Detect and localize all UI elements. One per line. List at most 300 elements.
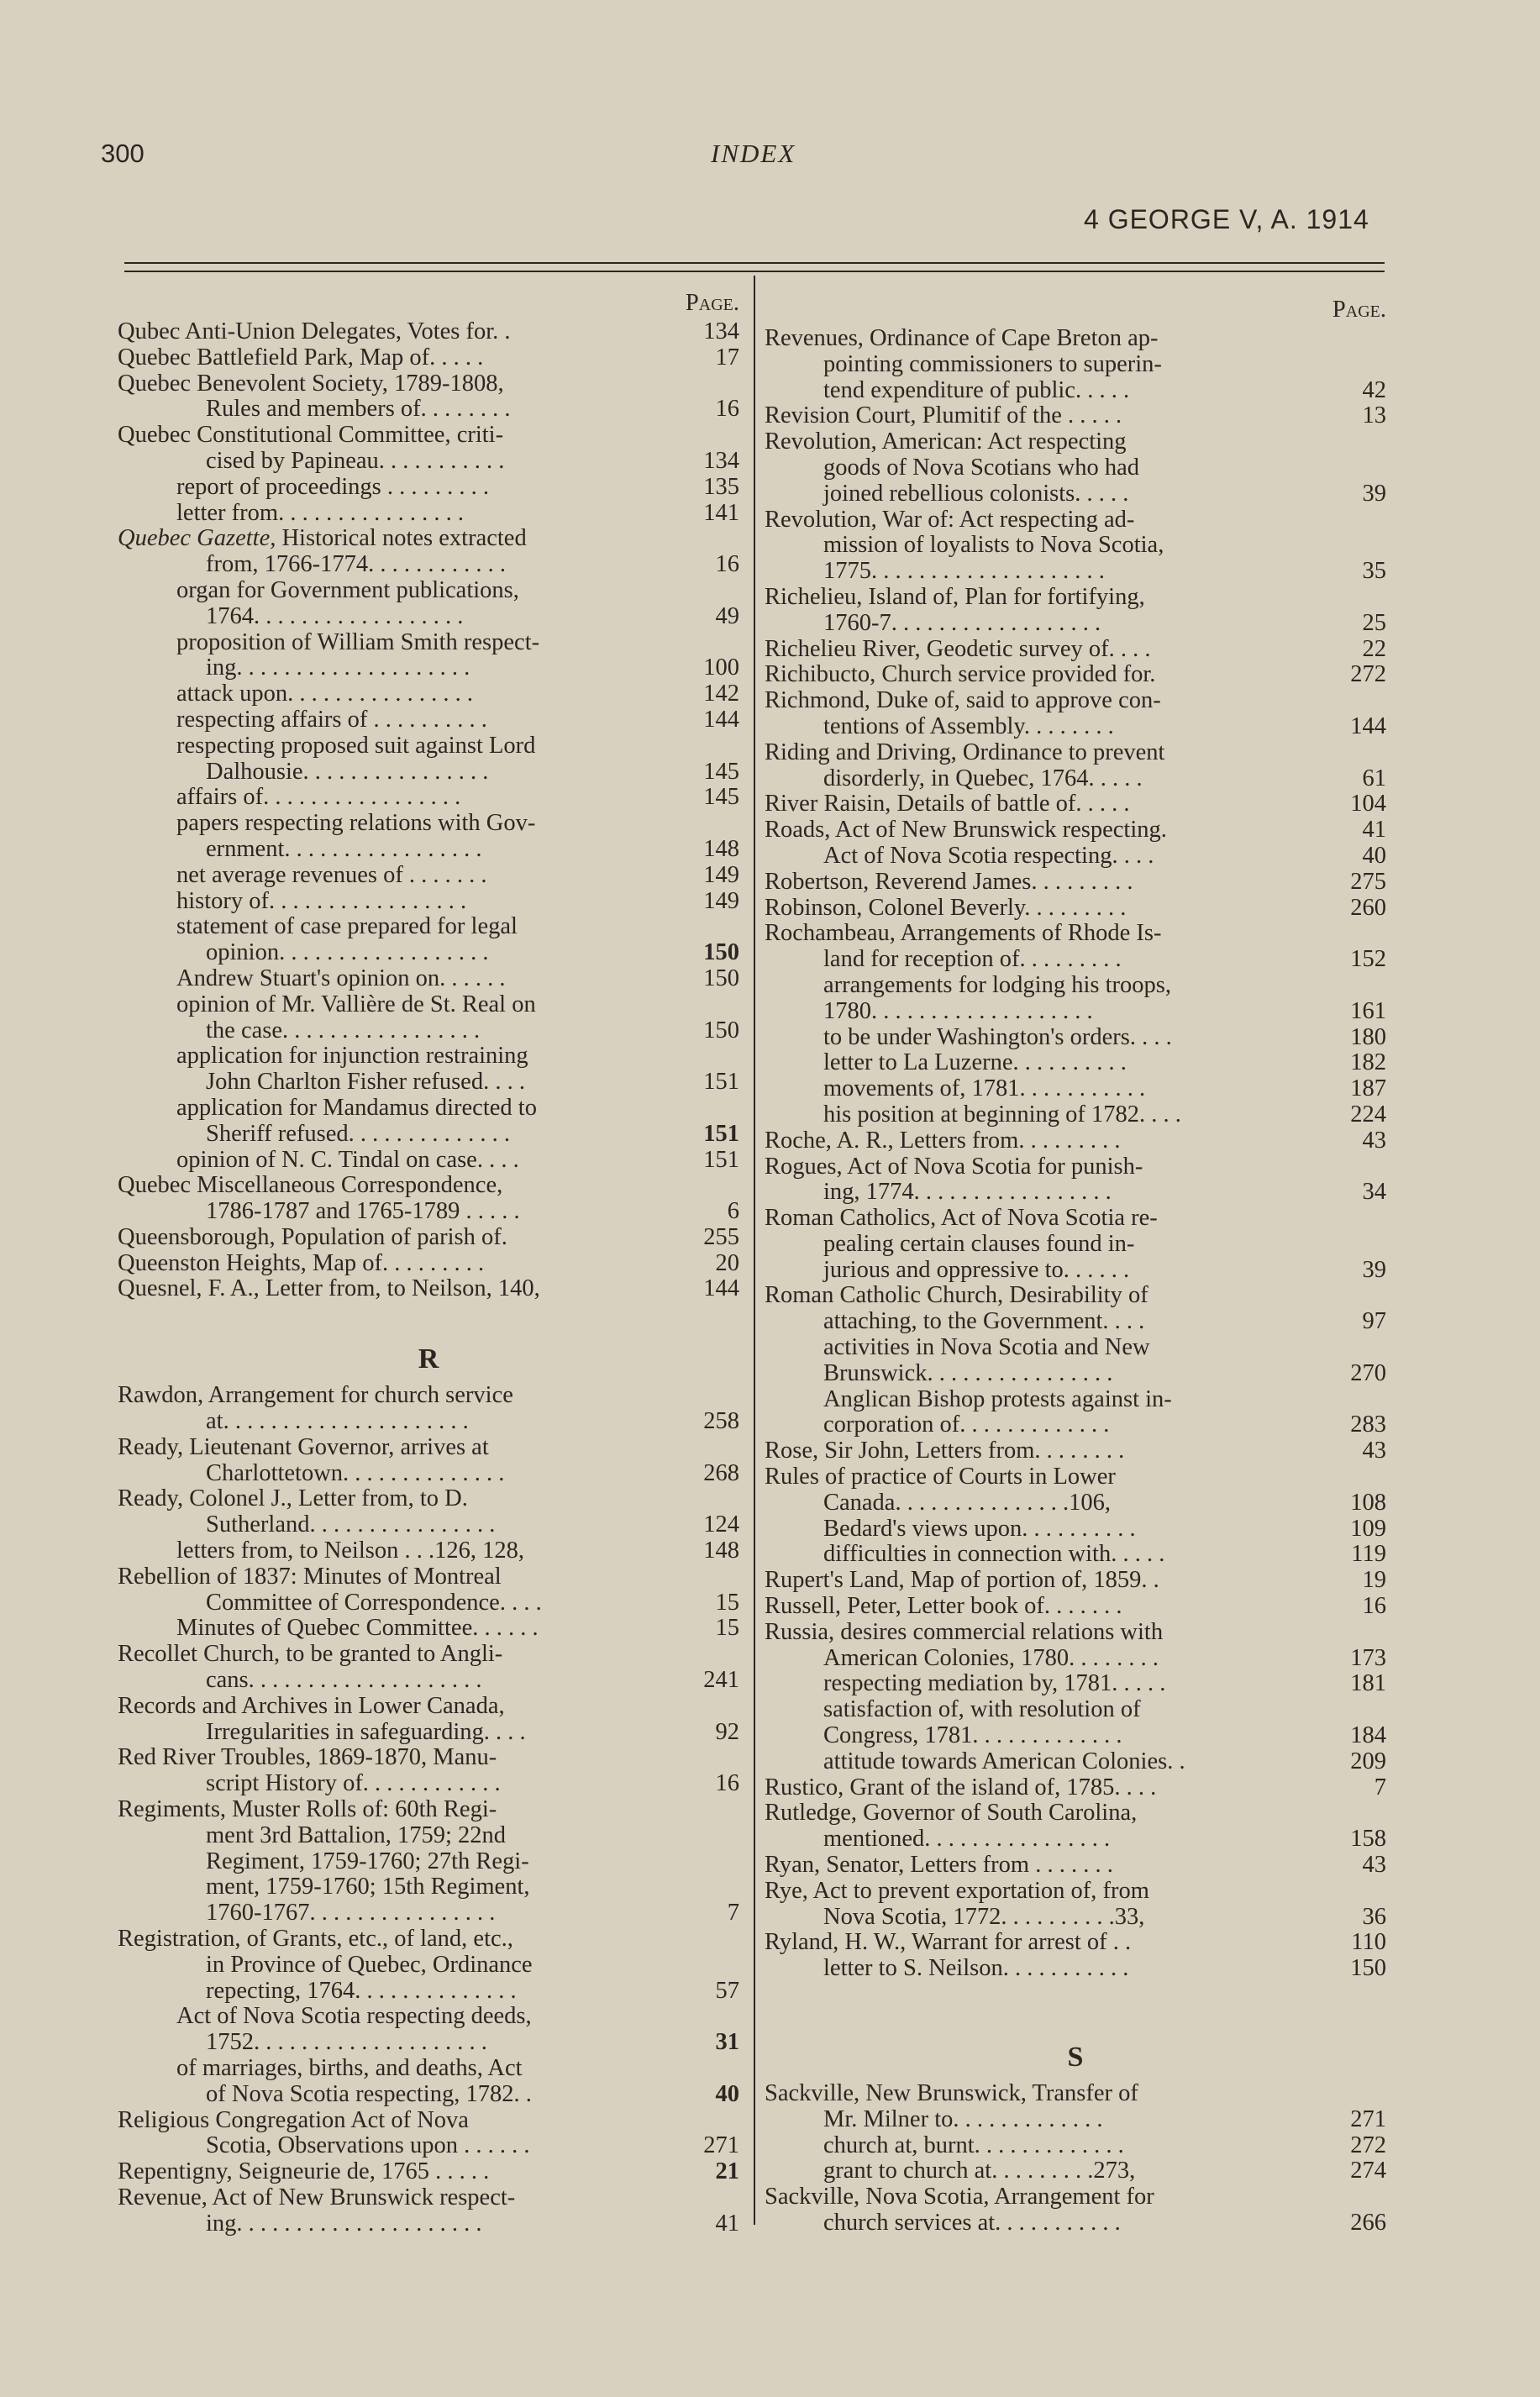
index-entry <box>118 707 739 733</box>
entry-text: application for Mandamus directed to <box>176 1094 537 1121</box>
entry-page-number: 224 <box>1350 1101 1386 1128</box>
index-entry <box>765 2107 1386 2133</box>
entry-page-number: 150 <box>703 965 739 991</box>
entry-text: Regiments, Muster Rolls of: 60th Regi- <box>118 1796 497 1823</box>
index-entry <box>765 2133 1386 2159</box>
entry-text: Quebec Battlefield Park, Map of. . . . . <box>118 344 484 371</box>
entry-page-number: 141 <box>703 499 739 526</box>
entry-text: Repentigny, Seigneurie de, 1765 . . . . . <box>118 2158 490 2185</box>
index-entry <box>765 1542 1386 1568</box>
entry-text: respecting mediation by, 1781. . . . . <box>823 1670 1166 1697</box>
entry-page-number: 258 <box>703 1408 739 1435</box>
entry-text: Sheriff refused. . . . . . . . . . . . . . <box>206 1120 510 1147</box>
entry-page-number: 104 <box>1350 791 1386 817</box>
entry-text: Richibucto, Church service provided for. <box>765 661 1156 688</box>
entry-text: ernment. . . . . . . . . . . . . . . . . <box>206 835 482 862</box>
entry-text: Richelieu River, Geodetic survey of. . . . <box>765 635 1151 662</box>
index-entry <box>118 371 739 397</box>
entry-page-number: 13 <box>1362 402 1386 429</box>
entry-text: Revolution, American: Act respecting <box>765 428 1127 455</box>
index-entry <box>765 1517 1386 1543</box>
index-entry <box>118 501 739 527</box>
entry-text: 1752. . . . . . . . . . . . . . . . . . . . <box>206 2029 487 2056</box>
index-entry <box>118 2082 739 2108</box>
entry-page-number: 161 <box>1350 997 1386 1024</box>
entry-text: Recollet Church, to be granted to Angli- <box>118 1641 503 1668</box>
index-entry <box>765 973 1386 999</box>
entry-text: Act of Nova Scotia respecting deeds, <box>176 2003 532 2030</box>
entry-page-number: 145 <box>703 784 739 811</box>
index-entry <box>765 455 1386 481</box>
entry-page-number: 270 <box>1350 1359 1386 1386</box>
entry-text: difficulties in connection with. . . . . <box>823 1541 1165 1568</box>
index-entry <box>118 1435 739 1461</box>
entry-page-number: 109 <box>1350 1515 1386 1542</box>
entry-page-number: 34 <box>1362 1179 1386 1206</box>
page-number: 300 <box>101 139 145 168</box>
index-entry <box>765 326 1386 352</box>
index-entry <box>765 1335 1386 1361</box>
entry-page-number: 151 <box>703 1146 739 1173</box>
index-entry <box>765 817 1386 844</box>
index-entry <box>765 1206 1386 1232</box>
entry-text: Andrew Stuart's opinion on. . . . . . <box>176 965 506 991</box>
index-entry <box>765 766 1386 792</box>
entry-text: respecting proposed suit against Lord <box>176 732 536 759</box>
index-entry <box>118 423 739 449</box>
index-entry <box>118 966 739 992</box>
entry-text: church at, burnt. . . . . . . . . . . . . <box>823 2132 1124 2158</box>
entry-page-number: 260 <box>1350 894 1386 921</box>
entry-text: Ready, Lieutenant Governor, arrives at <box>118 1433 489 1460</box>
entry-italic-title: Quebec Gazette, <box>118 525 276 552</box>
entry-text: organ for Government publications, <box>176 576 519 603</box>
entry-text: ing. . . . . . . . . . . . . . . . . . . . . <box>206 2210 482 2237</box>
entry-text: disorderly, in Quebec, 1764. . . . . <box>823 765 1143 791</box>
index-entry <box>765 1594 1386 1620</box>
entry-text: Rustico, Grant of the island of, 1785. . . . <box>765 1774 1157 1800</box>
entry-page-number: 97 <box>1362 1308 1386 1335</box>
entry-page-number: 151 <box>703 1120 739 1147</box>
header-rule-top <box>124 262 1385 264</box>
entry-text: of Nova Scotia respecting, 1782. . <box>206 2080 532 2107</box>
entry-page-number: 6 <box>727 1198 739 1225</box>
entry-page-number: 151 <box>703 1069 739 1096</box>
entry-page-number: 182 <box>1350 1049 1386 1076</box>
index-entry <box>118 2159 739 2185</box>
entry-page-number: 22 <box>1362 635 1386 662</box>
section-letter: S <box>1067 2042 1084 2073</box>
entry-text: Congress, 1781. . . . . . . . . . . . . <box>823 1722 1122 1749</box>
entry-page-number: 16 <box>715 396 739 423</box>
index-entry <box>765 1128 1386 1154</box>
entry-text: Quebec Miscellaneous Correspondence, <box>118 1172 503 1199</box>
index-entry <box>765 1025 1386 1051</box>
index-entry <box>118 1383 739 1409</box>
entry-text: Quebec Benevolent Society, 1789-1808, <box>118 370 504 397</box>
page-column-heading: Page. <box>1332 297 1386 323</box>
index-entry <box>118 1199 739 1225</box>
index-entry <box>118 397 739 423</box>
index-entry <box>765 1180 1386 1206</box>
entry-page-number: 21 <box>715 2158 739 2185</box>
entry-text: to be under Washington's orders. . . . <box>823 1023 1172 1050</box>
entry-page-number: 16 <box>715 1770 739 1797</box>
index-entry <box>118 1694 739 1720</box>
entry-text: net average revenues of . . . . . . . <box>176 861 487 888</box>
entry-page-number: 274 <box>1350 2158 1386 2184</box>
entry-text: Records and Archives in Lower Canada, <box>118 1692 505 1719</box>
entry-text: mentioned. . . . . . . . . . . . . . . . <box>823 1826 1111 1853</box>
entry-text: land for reception of. . . . . . . . . <box>823 946 1122 973</box>
index-entry <box>765 662 1386 688</box>
entry-text: Quesnel, F. A., Letter from, to Neilson, 140, <box>118 1275 540 1302</box>
index-entry <box>765 2184 1386 2210</box>
entry-page-number: 35 <box>1362 558 1386 585</box>
column-divider <box>754 276 755 2225</box>
entry-text: Mr. Milner to. . . . . . . . . . . . . <box>823 2105 1103 2132</box>
index-entry <box>118 1070 739 1096</box>
entry-page-number: 43 <box>1362 1438 1386 1464</box>
entry-text: John Charlton Fisher refused. . . . <box>206 1069 525 1096</box>
entry-text: Anglican Bishop protests against in- <box>823 1385 1172 1412</box>
index-entry <box>765 637 1386 663</box>
entry-page-number: 272 <box>1350 2132 1386 2158</box>
index-entry <box>765 1568 1386 1594</box>
index-entry <box>765 1154 1386 1180</box>
entry-text: letter from. . . . . . . . . . . . . . . . <box>176 499 464 526</box>
entry-text: Act of Nova Scotia respecting. . . . <box>823 842 1154 869</box>
index-entry <box>118 630 739 656</box>
index-entry <box>118 760 739 786</box>
entry-text: cans. . . . . . . . . . . . . . . . . . . . <box>206 1667 482 1694</box>
entry-text: mission of loyalists to Nova Scotia, <box>823 532 1164 559</box>
entry-text: Ryland, H. W., Warrant for arrest of . . <box>765 1929 1132 1956</box>
entry-page-number: 144 <box>703 1275 739 1302</box>
index-entry <box>765 1749 1386 1775</box>
index-entry <box>765 585 1386 611</box>
entry-text: Queenston Heights, Map of. . . . . . . . . <box>118 1249 485 1276</box>
entry-page-number: 149 <box>703 887 739 914</box>
entry-page-number: 39 <box>1362 1256 1386 1283</box>
entry-text: opinion of N. C. Tindal on case. . . . <box>176 1146 519 1173</box>
index-entry <box>765 481 1386 507</box>
entry-text: Revenues, Ordinance of Cape Breton ap- <box>765 325 1159 351</box>
index-entry <box>765 507 1386 534</box>
index-entry <box>765 1827 1386 1853</box>
index-entry <box>765 1646 1386 1672</box>
index-entry <box>765 352 1386 378</box>
entry-text: pealing certain clauses found in- <box>823 1230 1135 1257</box>
entry-text: Richmond, Duke of, said to approve con- <box>765 687 1161 714</box>
section-letter: R <box>418 1343 439 1375</box>
entry-page-number: 181 <box>1350 1670 1386 1697</box>
index-entry <box>118 1122 739 1148</box>
entry-text: goods of Nova Scotians who had <box>823 454 1139 481</box>
index-entry <box>118 1874 739 1900</box>
entry-page-number: 40 <box>1362 842 1386 869</box>
index-entry <box>765 403 1386 429</box>
entry-page-number: 158 <box>1350 1826 1386 1853</box>
entry-text: pointing commissioners to superin- <box>823 350 1162 377</box>
entry-page-number: 152 <box>1350 946 1386 973</box>
index-entry <box>765 1464 1386 1490</box>
entry-page-number: 108 <box>1350 1489 1386 1516</box>
entry-page-number: 17 <box>715 344 739 371</box>
entry-page-number: 92 <box>715 1718 739 1745</box>
entry-page-number: 144 <box>1350 712 1386 739</box>
entry-page-number: 43 <box>1362 1127 1386 1154</box>
index-entry <box>118 2211 739 2237</box>
index-entry <box>765 1956 1386 1982</box>
entry-text: Rawdon, Arrangement for church service <box>118 1382 513 1409</box>
entry-page-number: 40 <box>715 2080 739 2107</box>
index-entry <box>118 1616 739 1642</box>
entry-text: Red River Troubles, 1869-1870, Manu- <box>118 1744 497 1771</box>
entry-page-number: 15 <box>715 1589 739 1616</box>
index-entry <box>118 1173 739 1199</box>
index-entry <box>118 475 739 501</box>
index-entry <box>765 2210 1386 2237</box>
entry-text: ment 3rd Battalion, 1759; 22nd <box>206 1821 507 1848</box>
entry-page-number: 43 <box>1362 1852 1386 1879</box>
entry-text: 1780. . . . . . . . . . . . . . . . . . . <box>823 997 1093 1024</box>
entry-page-number: 173 <box>1350 1644 1386 1671</box>
entry-text: ment, 1759-1760; 15th Regiment, <box>206 1874 530 1900</box>
index-entry <box>118 1409 739 1435</box>
entry-text: at. . . . . . . . . . . . . . . . . . . . . <box>206 1408 469 1435</box>
index-entry <box>118 1771 739 1797</box>
entry-text: repecting, 1764. . . . . . . . . . . . . . <box>206 1977 517 2004</box>
index-entry <box>118 1512 739 1538</box>
entry-text: Quebec Gazette, Historical notes extracted <box>118 525 527 552</box>
index-entry <box>118 1251 739 1277</box>
index-entry <box>118 1276 739 1302</box>
index-entry <box>118 345 739 371</box>
index-entry <box>118 1823 739 1849</box>
entry-text: 1760-1767. . . . . . . . . . . . . . . . <box>206 1900 496 1927</box>
right-index-column <box>765 294 1386 2237</box>
index-entry <box>118 2056 739 2082</box>
entry-text: satisfaction of, with resolution of <box>823 1696 1141 1723</box>
index-entry <box>765 1232 1386 1258</box>
entry-text: papers respecting relations with Gov- <box>176 810 536 837</box>
entry-text: Dalhousie. . . . . . . . . . . . . . . . <box>206 758 489 785</box>
entry-page-number: 271 <box>1350 2105 1386 2132</box>
entry-page-number: 42 <box>1362 376 1386 403</box>
entry-text: jurious and oppressive to. . . . . . <box>823 1256 1130 1283</box>
entry-page-number: 145 <box>703 758 739 785</box>
entry-page-number: 41 <box>1362 817 1386 844</box>
index-entry <box>765 1775 1386 1801</box>
entry-page-number: 209 <box>1350 1748 1386 1774</box>
entry-page-number: 20 <box>715 1249 739 1276</box>
index-entry <box>765 791 1386 817</box>
entry-page-number: 134 <box>703 318 739 344</box>
entry-text: American Colonies, 1780. . . . . . . . <box>823 1644 1159 1671</box>
entry-text: Sutherland. . . . . . . . . . . . . . . . <box>206 1511 496 1538</box>
index-entry <box>765 844 1386 870</box>
entry-text: Brunswick. . . . . . . . . . . . . . . . <box>823 1359 1113 1386</box>
entry-text: Registration, of Grants, etc., of land, etc., <box>118 1926 513 1953</box>
entry-text: Committee of Correspondence. . . . <box>206 1589 542 1616</box>
entry-text: letter to La Luzerne. . . . . . . . . . <box>823 1049 1127 1076</box>
index-entry <box>118 914 739 940</box>
entry-text: Canada. . . . . . . . . . . . . . .106, <box>823 1489 1111 1516</box>
entry-text: movements of, 1781. . . . . . . . . . . <box>823 1075 1146 1102</box>
entry-text: Sackville, Nova Scotia, Arrangement for <box>765 2184 1154 2210</box>
index-entry <box>118 1927 739 1953</box>
entry-text: Ready, Colonel J., Letter from, to D. <box>118 1485 468 1512</box>
header-rule-bottom <box>124 271 1385 272</box>
entry-page-number: 19 <box>1362 1567 1386 1594</box>
entry-page-number: 124 <box>703 1511 739 1538</box>
session-label: 4 GEORGE V, A. 1914 <box>1084 204 1369 234</box>
index-entry <box>765 714 1386 740</box>
entry-text: Rutledge, Governor of South Carolina, <box>765 1800 1138 1827</box>
entry-page-number: 134 <box>703 447 739 474</box>
entry-page-number: 7 <box>727 1900 739 1927</box>
entry-page-number: 57 <box>715 1977 739 2004</box>
index-entry <box>118 733 739 760</box>
entry-text: statement of case prepared for legal <box>176 913 518 940</box>
index-entry <box>118 1564 739 1590</box>
entry-text: history of. . . . . . . . . . . . . . . . . <box>176 887 467 914</box>
index-entry <box>118 2004 739 2030</box>
entry-text: Revision Court, Plumitif of the . . . . . <box>765 402 1122 429</box>
index-entry <box>765 2158 1386 2184</box>
entry-text: Robinson, Colonel Beverly. . . . . . . . . <box>765 894 1127 921</box>
index-entry <box>118 1538 739 1564</box>
entry-text: Roman Catholics, Act of Nova Scotia re- <box>765 1205 1158 1232</box>
entry-text: Rochambeau, Arrangements of Rhode Is- <box>765 920 1162 947</box>
index-entry <box>118 552 739 578</box>
index-entry <box>118 1668 739 1694</box>
entry-text: Rules and members of. . . . . . . . <box>206 396 511 423</box>
index-entry <box>118 1720 739 1746</box>
entry-text: attack upon. . . . . . . . . . . . . . . . <box>176 681 474 707</box>
index-entry <box>765 1671 1386 1697</box>
index-entry <box>118 1096 739 1122</box>
entry-text: Quebec Constitutional Committee, criti- <box>118 422 504 449</box>
index-entry <box>765 559 1386 585</box>
entry-text: 1764. . . . . . . . . . . . . . . . . . <box>206 602 464 629</box>
entry-page-number: 61 <box>1362 765 1386 791</box>
index-entry <box>118 1461 739 1487</box>
entry-text: attaching, to the Government. . . . <box>823 1308 1145 1335</box>
entry-text: Qubec Anti-Union Delegates, Votes for. . <box>118 318 511 344</box>
index-entry <box>118 1849 739 1875</box>
entry-text: his position at beginning of 1782. . . . <box>823 1101 1181 1128</box>
entry-text: tentions of Assembly. . . . . . . . <box>823 712 1114 739</box>
index-entry <box>118 1642 739 1668</box>
index-entry <box>765 378 1386 404</box>
entry-text: Charlottetown. . . . . . . . . . . . . . <box>206 1459 505 1486</box>
entry-text: Nova Scotia, 1772. . . . . . . . . .33, <box>823 1903 1145 1930</box>
entry-text: Riding and Driving, Ordinance to prevent <box>765 739 1165 765</box>
index-entry <box>118 1148 739 1174</box>
entry-text: letter to S. Neilson. . . . . . . . . . . <box>823 1955 1129 1982</box>
entry-text: grant to church at. . . . . . . . .273, <box>823 2158 1136 2184</box>
entry-page-number: 16 <box>1362 1593 1386 1620</box>
entry-text: Irregularities in safeguarding. . . . <box>206 1718 526 1745</box>
entry-page-number: 275 <box>1350 868 1386 895</box>
entry-text: cised by Papineau. . . . . . . . . . . <box>206 447 505 474</box>
entry-text: 1775. . . . . . . . . . . . . . . . . . . . <box>823 558 1105 585</box>
entry-page-number: 266 <box>1350 2209 1386 2236</box>
entry-text: 1760-7. . . . . . . . . . . . . . . . . . <box>823 609 1101 636</box>
index-entry <box>118 578 739 604</box>
entry-text: tend expenditure of public. . . . . <box>823 376 1130 403</box>
entry-text: arrangements for lodging his troops, <box>823 971 1171 998</box>
entry-page-number: 184 <box>1350 1722 1386 1749</box>
index-entry <box>765 1412 1386 1438</box>
entry-text: the case. . . . . . . . . . . . . . . . . <box>206 1017 481 1043</box>
index-entry <box>765 999 1386 1025</box>
entry-text: letters from, to Neilson . . .126, 128, <box>176 1538 524 1564</box>
entry-page-number: 16 <box>715 551 739 578</box>
index-entry <box>118 2133 739 2159</box>
entry-page-number: 25 <box>1362 609 1386 636</box>
entry-text: 1786-1787 and 1765-1789 . . . . . <box>206 1198 520 1225</box>
entry-page-number: 148 <box>703 835 739 862</box>
index-entry <box>118 2108 739 2134</box>
entry-page-number: 142 <box>703 681 739 707</box>
index-entry <box>765 1050 1386 1076</box>
entry-page-number: 150 <box>1350 1955 1386 1982</box>
entry-page-number: 241 <box>703 1667 739 1694</box>
index-entry <box>118 863 739 889</box>
entry-page-number: 49 <box>715 602 739 629</box>
entry-text: Queensborough, Population of parish of. <box>118 1223 507 1250</box>
index-entry <box>765 1905 1386 1931</box>
left-index-column <box>118 287 739 2237</box>
index-entry <box>765 870 1386 896</box>
entry-text: Regiment, 1759-1760; 27th Regi- <box>206 1848 529 1874</box>
entry-text: attitude towards American Colonies. . <box>823 1748 1185 1774</box>
entry-text: corporation of. . . . . . . . . . . . . <box>823 1411 1110 1438</box>
entry-page-number: 110 <box>1351 1929 1386 1956</box>
entry-text: proposition of William Smith respect- <box>176 628 540 655</box>
index-entry <box>765 1309 1386 1335</box>
index-entry <box>765 1879 1386 1905</box>
entry-text: of marriages, births, and deaths, Act <box>176 2055 523 2081</box>
page-column-heading: Page. <box>685 290 739 316</box>
entry-text: River Raisin, Details of battle of. . . . . <box>765 791 1130 817</box>
entry-page-number: 7 <box>1374 1774 1386 1800</box>
index-entry <box>765 896 1386 922</box>
entry-page-number: 135 <box>703 473 739 500</box>
index-entry <box>118 1486 739 1512</box>
index-entry <box>118 2030 739 2056</box>
entry-page-number: 150 <box>703 939 739 966</box>
entry-page-number: 148 <box>703 1538 739 1564</box>
index-entry <box>765 533 1386 559</box>
index-entry <box>118 785 739 811</box>
entry-page-number: 119 <box>1351 1541 1386 1568</box>
entry-page-number: 255 <box>703 1223 739 1250</box>
index-entry <box>118 1043 739 1070</box>
index-entry <box>118 681 739 707</box>
index-entry <box>765 1102 1386 1128</box>
entry-page-number: 36 <box>1362 1903 1386 1930</box>
entry-text: joined rebellious colonists. . . . . <box>823 480 1129 507</box>
entry-text: Rose, Sir John, Letters from. . . . . . . . <box>765 1438 1125 1464</box>
entry-text: Russell, Peter, Letter book of. . . . . . . <box>765 1593 1122 1620</box>
index-entry <box>765 2081 1386 2107</box>
entry-text: Rye, Act to prevent exportation of, from <box>765 1877 1149 1904</box>
index-entry <box>118 1590 739 1616</box>
